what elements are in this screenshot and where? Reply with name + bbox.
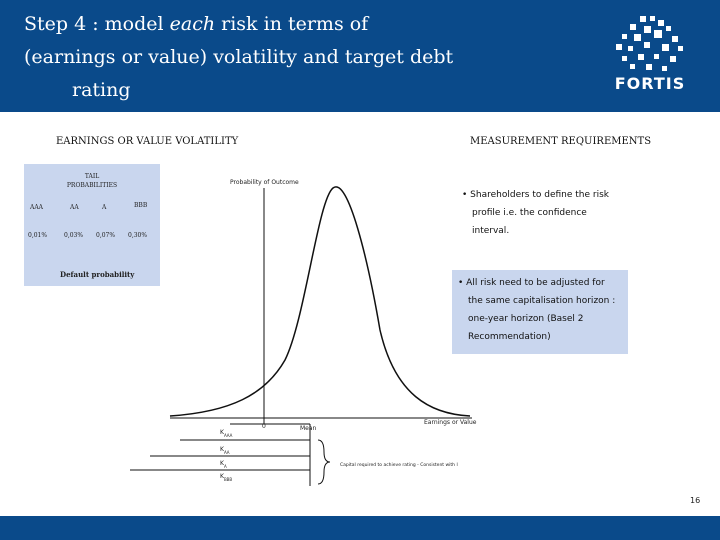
default-probability-label: Default probability [60,270,135,279]
prob-aa: 0,03% [64,232,84,239]
bullet2-line4: Recommendation) [468,332,551,342]
title-part-b: risk in terms of [215,13,369,35]
k-aa-label: $K_{AA}$ [220,446,230,455]
left-heading: EARNINGS OR VALUE VOLATILITY [56,136,239,147]
chart-xlabel: Earnings or Value [424,419,477,426]
title-part-a: Step 4 : model [24,13,170,35]
tail-title-line2: PROBABILITIES [66,182,118,189]
bullet-shareholders [462,186,622,240]
chart-ylabel: Probability of Outcome [230,179,299,186]
k-bbb-label: $K_{BBB}$ [220,473,233,482]
bullet2-line3: one-year horizon (Basel 2 [468,314,584,324]
right-heading: MEASUREMENT REQUIREMENTS [470,136,652,147]
bullet1-line1: • Shareholders to define the risk [462,190,610,200]
prob-bbb: 0,30% [128,232,148,239]
capital-required-label: Capital required to achieve rating - Consistent with l [340,463,458,468]
prob-a: 0,07% [96,232,116,239]
tail-title-line1: TAIL [84,173,100,180]
rating-a: A [102,204,107,211]
zero-label: 0 [262,423,266,430]
page-number: 16 [690,496,701,505]
bullet-risk-adjusted [452,270,628,354]
footer-bar [0,516,720,540]
k-a-label: $K_A$ [220,460,227,469]
bullet1-line3: interval. [472,226,510,236]
mean-label: Mean [300,425,317,432]
logo-text: FORTIS [614,74,686,93]
prob-aaa: 0,01% [28,232,48,239]
bullet2-line2: the same capitalisation horizon : [468,296,616,306]
rating-aaa: AAA [30,204,43,211]
rating-bbb: BBB [134,202,148,209]
bullet1-line2: profile i.e. the confidence [472,208,587,218]
title-line-3: rating [72,79,131,101]
rating-aa: AA [70,204,79,211]
bullet2-line1: • All risk need to be adjusted for [458,278,605,288]
k-aaa-label: $K_{AAA}$ [220,429,233,438]
title-line-2: (earnings or value) volatility and target debt [24,46,454,68]
title-emphasis: each [169,13,216,35]
distribution-curve [170,187,470,416]
